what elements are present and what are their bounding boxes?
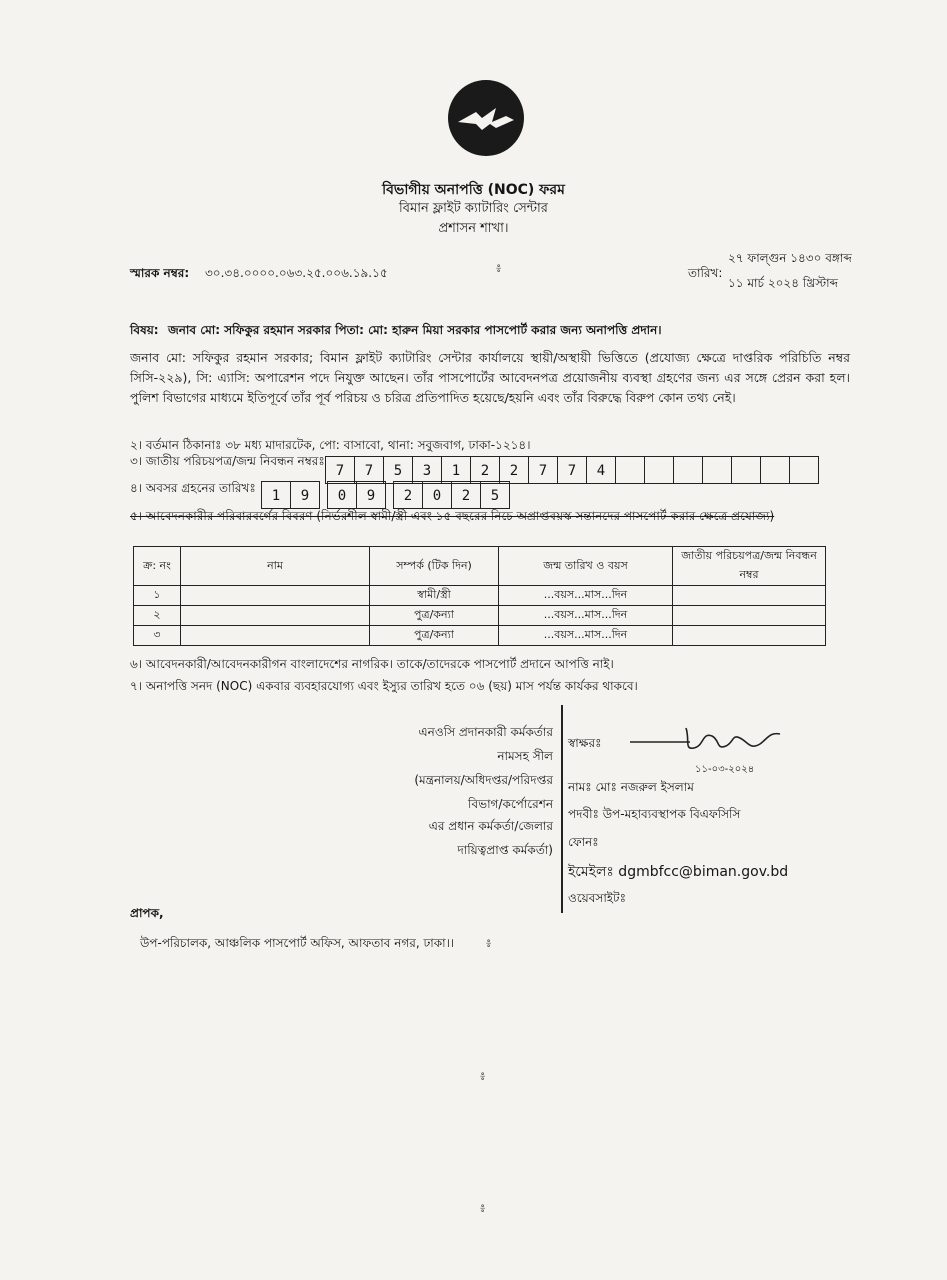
row-serial: ৩ — [134, 626, 181, 646]
officer-line-2: নামসহ সীল — [497, 749, 553, 763]
digit-box: 7 — [325, 456, 355, 484]
digit-box: 2 — [451, 481, 481, 509]
digit-box — [731, 456, 761, 484]
digit-box: 5 — [480, 481, 510, 509]
address-line: ২। বর্তমান ঠিকানাঃ ৩৮ মধ্য মাদারটেক, পো: বাসাবো, থানা: সবুজবাগ, ঢাকা-১২১৪। — [130, 438, 531, 452]
digit-box — [760, 456, 790, 484]
officer-line-1: এনওসি প্রদানকারী কর্মকর্তার — [418, 725, 553, 739]
officer-line-5: এর প্রধান কর্মকর্তা/জেলার — [428, 819, 553, 833]
col-header-relation: সম্পর্ক (টিক দিন) — [370, 547, 499, 586]
row-serial: ২ — [134, 606, 181, 626]
digit-box: 0 — [422, 481, 452, 509]
form-title: বিভাগীয় অনাপত্তি (NOC) ফরম — [382, 182, 565, 198]
retire-label: ৪। অবসর গ্রহনের তারিখঃ — [130, 481, 256, 495]
sign-label: স্বাক্ষরঃ — [568, 736, 602, 750]
family-heading — [130, 508, 774, 528]
memo-label: স্মারক নম্বর: — [130, 266, 190, 280]
family-heading-text: ৫। আবেদনকারীর পরিবারবর্গের বিবরণ (নির্ভরশীল স্বামী/স্ত্রী এবং ১৫ বছরের নিচে অপ্রাপ্তবয়স্ক সন্তানদের পাসপোর্ট করার ক্ষেত্রে প্রযোজ্য) — [130, 509, 775, 523]
digit-box — [615, 456, 645, 484]
digit-box: 3 — [412, 456, 442, 484]
digit-box: 7 — [528, 456, 558, 484]
subject-text: জনাব মো: সফিকুর রহমান সরকার পিতা: মো: হারুন মিয়া সরকার পাসপোর্ট করার জন্য অনাপত্তি প্রদান। — [168, 323, 662, 337]
digit-box — [789, 456, 819, 484]
col-header-nid: জাতীয় পরিচয়পত্র/জন্ম নিবন্ধন নম্বর — [673, 547, 826, 586]
digit-box: 9 — [290, 481, 320, 509]
signature-image — [620, 720, 790, 760]
row-serial: ১ — [134, 586, 181, 606]
date-label: তারিখ: — [688, 266, 723, 280]
row-name — [181, 626, 370, 646]
table-row — [134, 626, 826, 646]
speck-mark: ៖ — [480, 1069, 486, 1083]
citizenship-line: ৬। আবেদনকারী/আবেদনকারীগন বাংলাদেশের নাগরিক। তাকে/তাদেরকে পাসপোর্ট প্রদানে আপত্তি নাই। — [130, 657, 614, 671]
officer-line-3: (মন্ত্রনালয়/অধিদপ্তর/পরিদপ্তর — [414, 773, 553, 787]
digit-box: 5 — [383, 456, 413, 484]
officer-website: ওয়েবসাইটঃ — [568, 891, 626, 905]
org-name: বিমান ফ্লাইট ক্যাটারিং সেন্টার — [399, 201, 548, 216]
sign-date: ১১-০৩-২০২৪ — [695, 764, 755, 775]
row-dob: ...বয়স...মাস...দিন — [499, 626, 673, 646]
row-name — [181, 606, 370, 626]
digit-box — [673, 456, 703, 484]
col-header-dob: জন্ম তারিখ ও বয়স — [499, 547, 673, 586]
validity-line: ৭। অনাপত্তি সনদ (NOC) একবার ব্যবহারযোগ্য এবং ইস্যুর তারিখ হতে ০৬ (ছয়) মাস পর্যন্ত কার্যকর থাকবে। — [130, 679, 638, 693]
digit-box: 9 — [356, 481, 386, 509]
col-header-name: নাম — [181, 547, 370, 586]
officer-line-4: বিভাগ/কর্পোরেশন — [468, 797, 553, 811]
officer-name: নামঃ মোঃ নজরুল ইসলাম — [568, 780, 694, 794]
retire-date-boxes — [262, 481, 510, 509]
table-header-row — [134, 547, 826, 586]
digit-box: 2 — [393, 481, 423, 509]
digit-box — [702, 456, 732, 484]
nid-label: ৩। জাতীয় পরিচয়পত্র/জন্ম নিবন্ধন নম্বরঃ — [130, 454, 325, 468]
digit-box: 1 — [441, 456, 471, 484]
body-paragraph: জনাব মো: সফিকুর রহমান সরকার; বিমান ফ্লাইট ক্যাটারিং সেন্টার কার্যালয়ে স্থায়ী/অস্থায়ী ভিত্তিতে (প্রযোজ্য ক্ষেত্রে দাপ্তরিক পরিচিতি নম্বর সিসি-২২৯), সি: এ্যাসি: অপারেশন পদে নিযুক্ত আছেন। তাঁর পাসপোর্টের আবেদনপত্র প্রয়োজনীয় ব্যবস্থা গ্রহণের জন্য এর সঙ্গে প্রেরন করা হল। পুলিশ বিভাগের মাধ্যমে ইতিপূর্বে তাঁর পূর্ব পরিচয় ও চরিত্র প্রতিপাদিত হয়েছে/হয়নি এবং তাঁর বিরুদ্ধে বিরুপ কোন তথ্য নেই। — [130, 350, 850, 405]
speck-mark: ៖ — [496, 261, 502, 275]
digit-box: 2 — [499, 456, 529, 484]
row-nid — [673, 606, 826, 626]
row-relation: পুত্র/কন্যা — [370, 626, 499, 646]
row-relation: স্বামী/স্ত্রী — [370, 586, 499, 606]
digit-box — [644, 456, 674, 484]
row-dob: ...বয়স...মাস...দিন — [499, 606, 673, 626]
row-name — [181, 586, 370, 606]
col-header-serial: ক্র: নং — [134, 547, 181, 586]
officer-line-6: দায়িত্বপ্রাপ্ত কর্মকর্তা) — [457, 843, 553, 857]
subject-label: বিষয়: — [130, 323, 159, 337]
digit-box: 1 — [261, 481, 291, 509]
date-gregorian: ১১ মার্চ ২০২৪ খ্রিস্টাব্দ — [728, 276, 838, 290]
speck-mark: ៖ — [480, 1201, 486, 1215]
row-dob: ...বয়স...মাস...দিন — [499, 586, 673, 606]
officer-email: ইমেইলঃ dgmbfcc@biman.gov.bd — [568, 864, 789, 880]
row-nid — [673, 626, 826, 646]
digit-box: 7 — [557, 456, 587, 484]
recipient-address: উপ-পরিচালক, আঞ্চলিক পাসপোর্ট অফিস, আফতাব নগর, ঢাকা।। — [140, 936, 455, 950]
officer-phone: ফোনঃ — [568, 835, 599, 849]
row-relation: পুত্র/কন্যা — [370, 606, 499, 626]
nid-digit-boxes — [326, 456, 819, 484]
biman-logo-icon — [446, 78, 526, 158]
memo-number: ৩০.৩৪.০০০০.০৬৩.২৫.০০৬.১৯.১৫ — [205, 266, 388, 280]
officer-designation: পদবীঃ উপ-মহাব্যবস্থাপক বিএফসিসি — [568, 807, 741, 821]
signature-divider — [561, 705, 563, 913]
table-row — [134, 586, 826, 606]
digit-box: 7 — [354, 456, 384, 484]
family-table — [133, 546, 826, 646]
speck-mark: ៖ — [486, 936, 492, 950]
branch-name: প্রশাসন শাখা। — [438, 221, 509, 236]
digit-box: 0 — [327, 481, 357, 509]
digit-box: 2 — [470, 456, 500, 484]
table-row — [134, 606, 826, 626]
recipient-label: প্রাপক, — [130, 906, 164, 920]
date-bangla: ২৭ ফাল্গুন ১৪৩০ বঙ্গাব্দ — [728, 251, 852, 265]
digit-box: 4 — [586, 456, 616, 484]
row-nid — [673, 586, 826, 606]
